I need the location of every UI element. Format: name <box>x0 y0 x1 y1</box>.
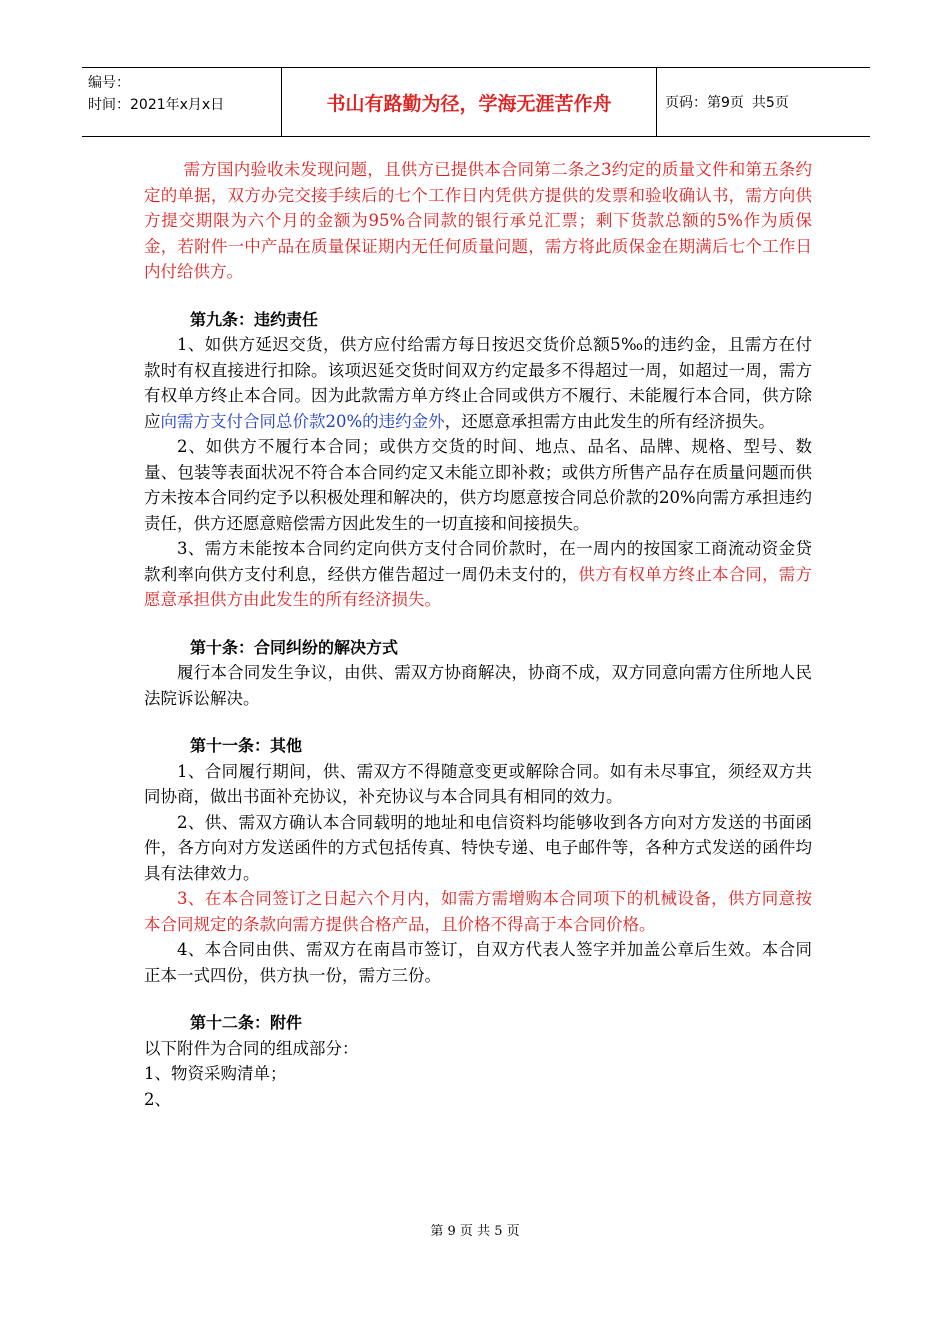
clause-text: ，还愿意承担需方由此发生的所有经济损失。 <box>444 411 775 431</box>
article-10-clause-1: 履行本合同发生争议，由供、需双方协商解决，协商不成，双方同意向需方住所地人民法院诉讼解决。 <box>144 663 812 708</box>
article-11-clause-2: 2、供、需双方确认本合同载明的地址和电信资料均能够收到各方向对方发送的书面函件，各方向对方发送函件的方式包括传真、特快专递、电子邮件等，各种方式发送的函件均具有法律效力。 <box>144 812 812 883</box>
clause-text: 3、需方未能按本合同约定向供方支付合同价款时，在一周内的按国家工商流动资金贷款利率向供方支付利息，经供方催告超过一周仍未支付的， <box>144 539 812 584</box>
article-10-title: 第十条：合同纠纷的解决方式 <box>190 637 399 657</box>
clause-highlight-red: 供方有权单方终止本合同，需方愿意承担供方由此发生的所有经济损失。 <box>144 564 813 609</box>
header-motto: 书山有路勤为径，学海无涯苦作舟 <box>282 68 657 136</box>
acceptance-paragraph: 需方国内验收未发现问题，且供方已提供本合同第二条之3约定的质量文件和第五条约定的单据，双方办完交接手续后的七个工作日内凭供方提供的发票和验收确认书，需方向供方提交期限为六个月的金额为95%合同款的银行承兑汇票；剩下货款总额的5%作为质保金，若附件一中产品在质量保证期内无任何质量问题，需方将此质保金在期满后七个工作日内付给供方。 <box>144 160 812 281</box>
header-page-total: 共5页 <box>751 95 789 111</box>
header-meta <box>82 68 282 136</box>
header-page-number: 页码：第9页 <box>665 95 744 111</box>
page-header <box>82 67 870 137</box>
article-11-clause-1: 1、合同履行期间，供、需双方不得随意变更或解除合同。如有未尽事宜，须经双方共同协商，做出书面补充协议，补充协议与本合同具有相同的效力。 <box>144 761 812 806</box>
document-number-label: 编号： <box>88 75 130 91</box>
article-12-title: 第十二条：附件 <box>190 1013 303 1032</box>
clause-text: 1、如供方延迟交货，供方应付给需方每日按迟交货价总额5‰的违约金，且需方在付款时有权直接进行扣除。该项迟延交货时间双方约定最多不得超过一周，如超过一周，需方有权单方终止本合同。因为此款需方单方终止合同或供方不履行、未能履行本合同，供方除应 <box>144 335 812 431</box>
header-page-info <box>657 68 870 136</box>
article-9-clause-1 <box>144 332 812 434</box>
article-12-intro: 以下附件为合同的组成部分： <box>144 1038 359 1058</box>
article-11-clause-3: 3、在本合同签订之日起六个月内，如需方需增购本合同项下的机械设备，供方同意按本合同规定的条款向需方提供合格产品，且价格不得高于本合同价格。 <box>144 889 812 934</box>
article-12-item-2: 2、 <box>144 1089 171 1109</box>
article-9-title: 第九条：违约责任 <box>190 309 319 329</box>
article-12-item-1: 1、物资采购清单； <box>144 1064 287 1083</box>
article-11-clause-4: 4、本合同由供、需双方在南昌市签订，自双方代表人签字并加盖公章后生效。本合同正本一式四份，供方执一份，需方三份。 <box>144 940 812 985</box>
clause-highlight-blue: 向需方支付合同总价款20%的违约金外 <box>160 411 445 431</box>
contract-body <box>144 157 812 1112</box>
article-9-clause-2: 2、如供方不履行本合同；或供方交货的时间、地点、品名、品牌、规格、型号、数量、包装等表面状况不符合本合同约定又未能立即补救；或供方所售产品存在质量问题而供方未按本合同约定予以积极处理和解决的，供方均愿意按合同总价款的20%向需方承担违约责任，供方还愿意赔偿需方因此发生的一切直接和间接损失。 <box>144 437 812 533</box>
document-date-label: 时间：2021年x月x日 <box>88 97 225 113</box>
article-11-title: 第十一条：其他 <box>190 736 303 755</box>
article-9-clause-3 <box>144 536 812 613</box>
page-footer: 第 9 页 共 5 页 <box>430 1224 520 1239</box>
